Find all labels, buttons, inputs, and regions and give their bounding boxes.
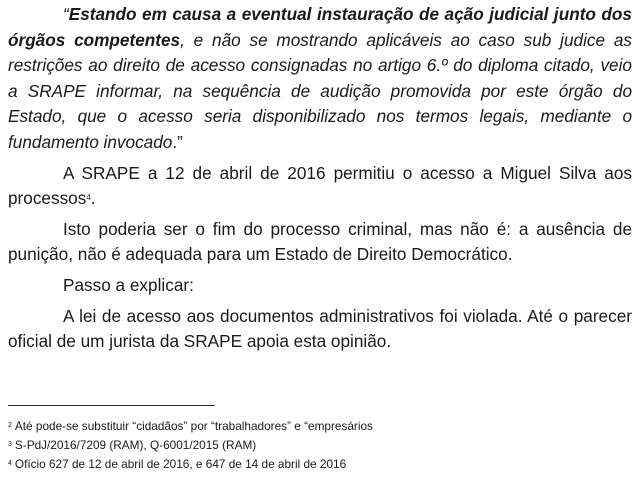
footnote-4 — [8, 455, 632, 474]
footnote-separator — [8, 405, 215, 406]
paragraph-access-text: A SRAPE a 12 de abril de 2016 permitiu o acesso a Miguel Silva aos processos — [8, 162, 632, 209]
quote-bold-text: Estando em causa a eventual instauração de ação judicial junto dos órgãos competentes — [8, 4, 632, 50]
footnote-text: S-PdJ/2016/7209 (RAM), Q-6001/2015 (RAM) — [14, 438, 257, 452]
body-text — [8, 2, 632, 355]
footnote-ref-4: 4 — [86, 193, 91, 203]
footnote-number: 2 — [8, 422, 12, 429]
paragraph-explain: Passo a explicar: — [63, 274, 194, 295]
footnote-text: Ofício 627 de 12 de abril de 2016, e 647 de 14 de abril de 2016 — [14, 457, 347, 471]
paragraph-access-end: . — [90, 188, 96, 209]
paragraph-criminal-process: Isto poderia ser o fim do processo criminal, mas não é: a ausência de punição, não é adequada para um Estado de Direito Democrático. — [8, 218, 632, 265]
close-quote: .” — [172, 131, 183, 152]
footnote-number: 3 — [8, 441, 12, 448]
footnotes — [8, 417, 632, 474]
quote-text: , e não se mostrando aplicáveis ao caso sub judice as restrições ao direito de acesso consignadas no artigo 6.º do diploma citado, veio a SRAPE informar, na sequência de audição promovida por este órgão do Estado, que o acesso seria disponibilizado nos termos legais, mediante o fundamento invocado — [8, 29, 632, 152]
footnote-3 — [8, 436, 632, 455]
quoted-paragraph — [8, 2, 632, 156]
footnote-2 — [8, 417, 632, 436]
paragraph-access-granted — [8, 161, 632, 212]
footnote-text: Até pode-se substituir “cidadãos” por “trabalhadores” e “empresários — [14, 419, 373, 433]
open-quote: “ — [63, 4, 69, 24]
paragraph-law-violated: A lei de acesso aos documentos administrativos foi violada. Até o parecer oficial de um jurista da SRAPE apoia esta opinião. — [8, 305, 632, 352]
footnote-number: 4 — [8, 460, 12, 467]
